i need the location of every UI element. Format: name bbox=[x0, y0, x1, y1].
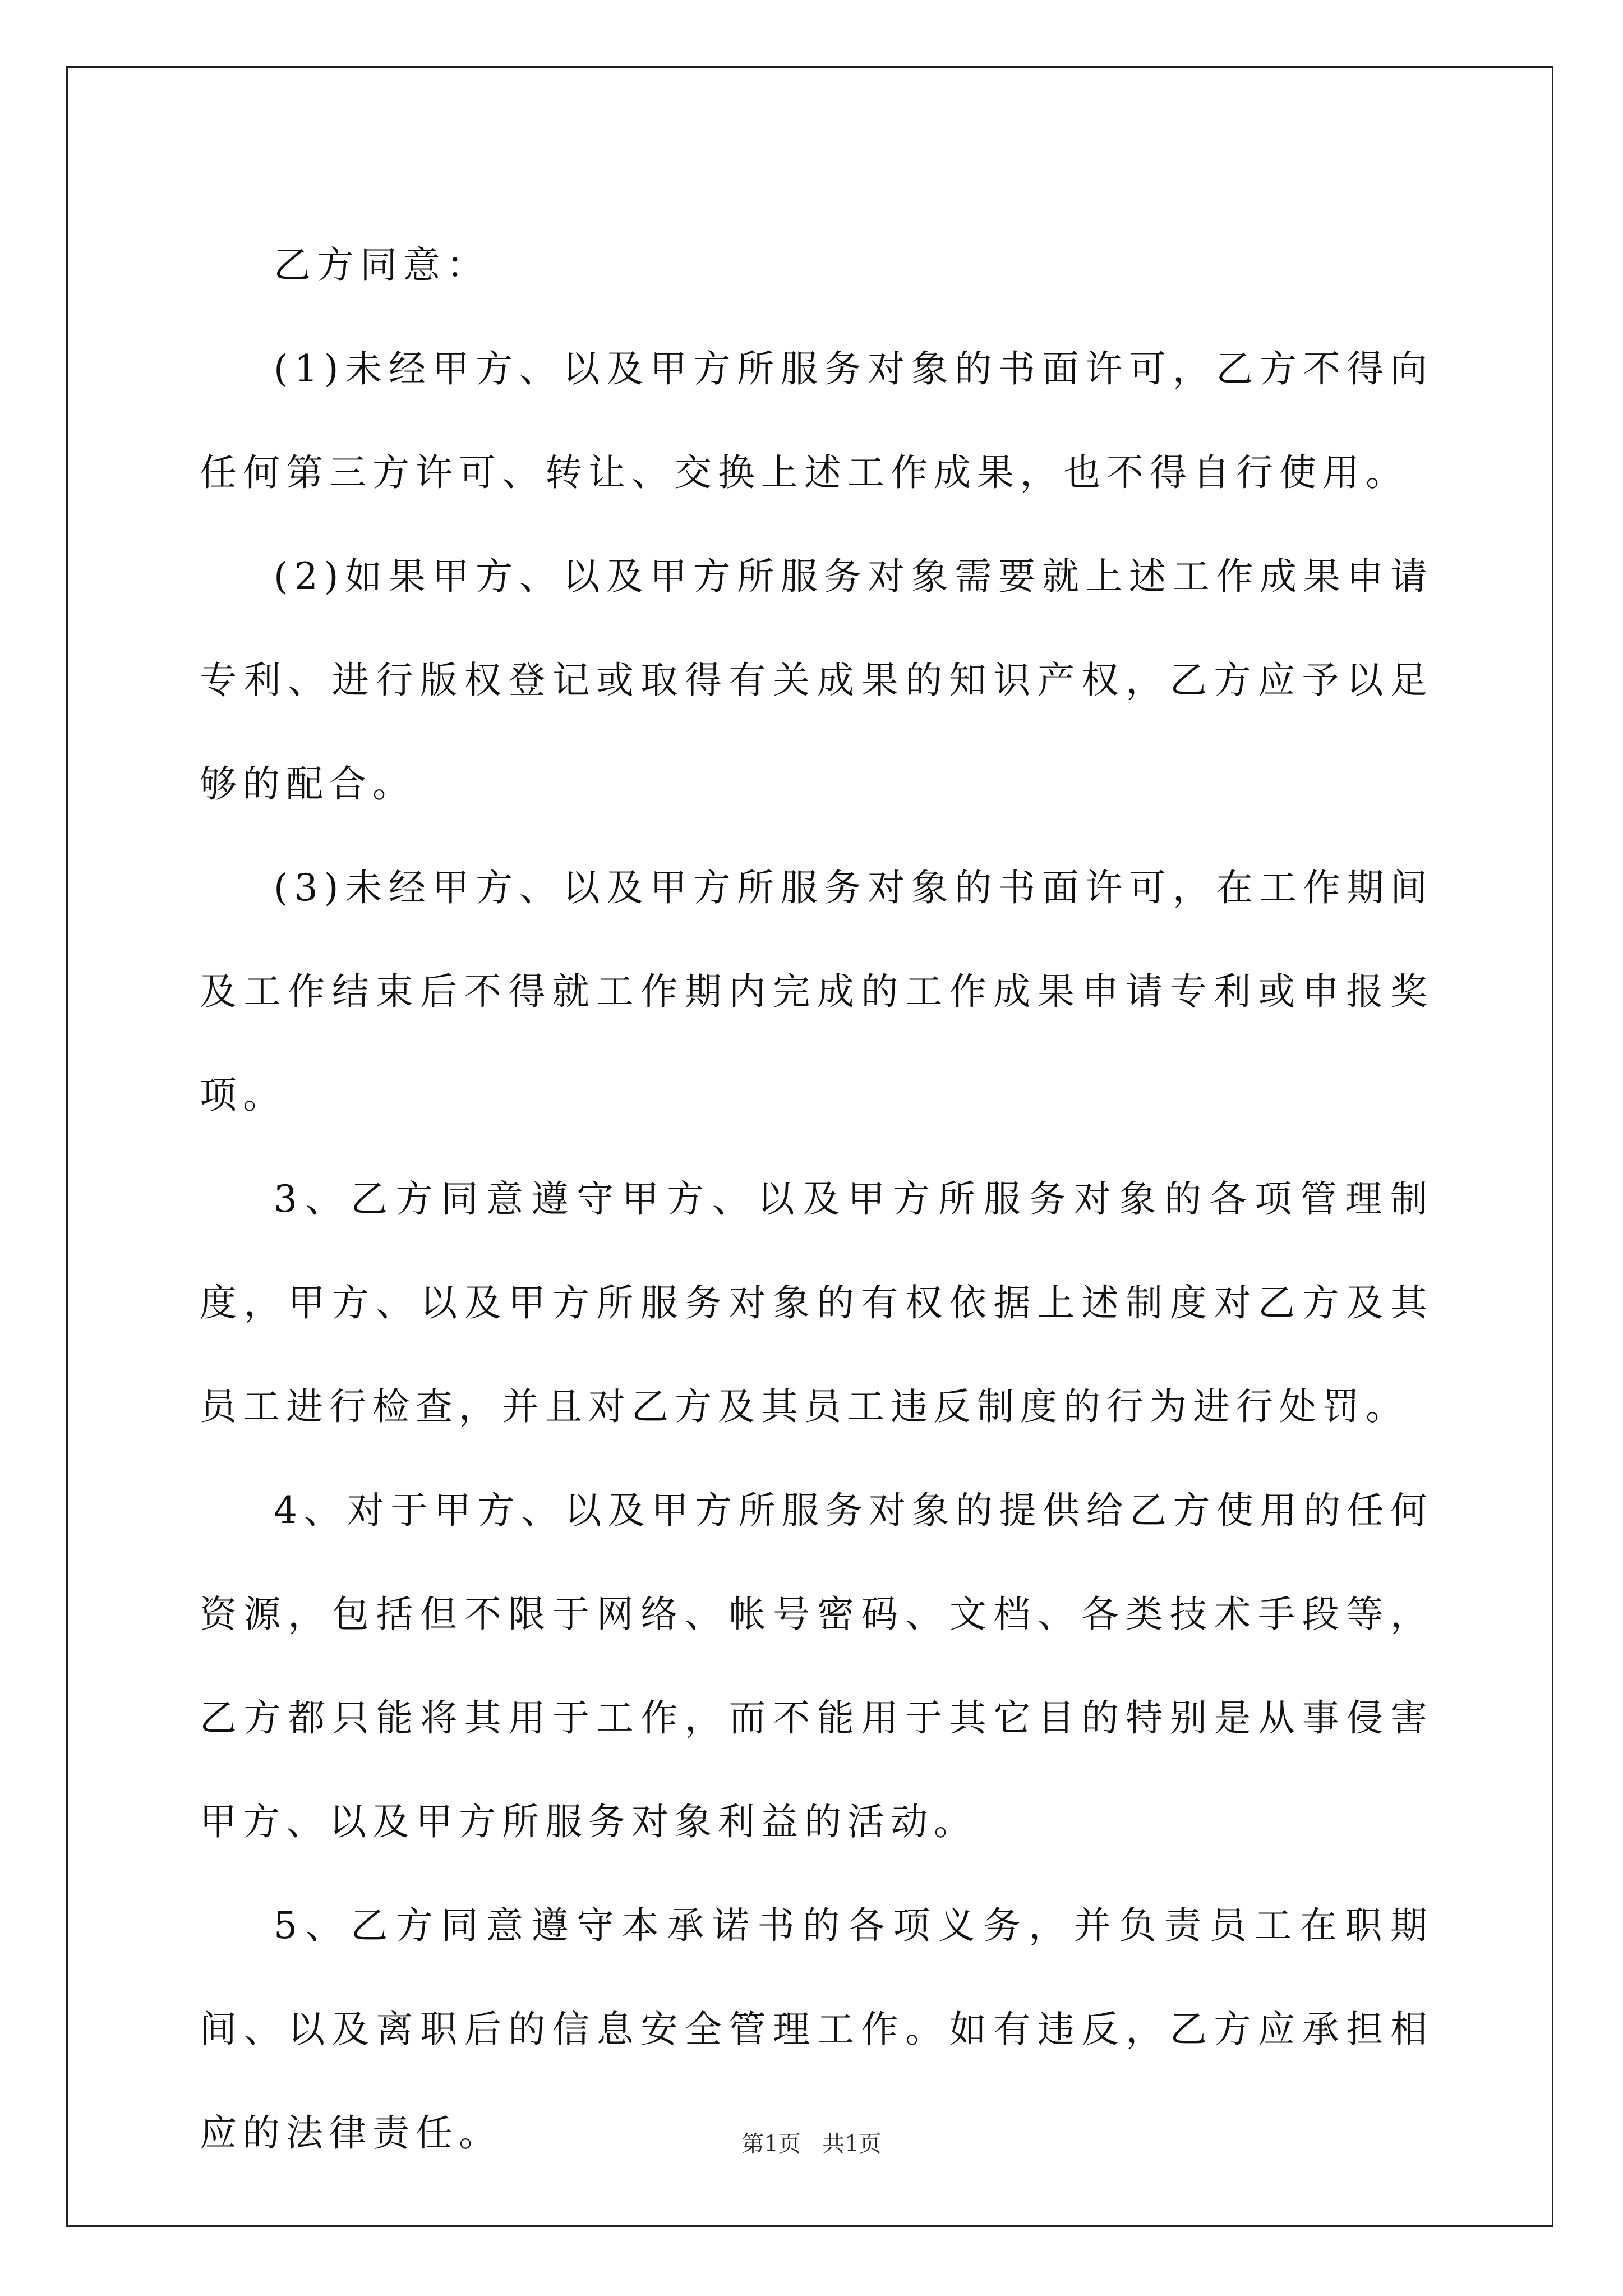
page-number: 第1页 bbox=[741, 2131, 801, 2157]
paragraph-item-5: 5、乙方同意遵守本承诺书的各项义务，并负责员工在职期间、以及离职后的信息安全管理工作。如有违反，乙方应承担相应的法律责任。 bbox=[200, 1904, 1433, 2155]
paragraph-item-4: 4、对于甲方、以及甲方所服务对象的提供给乙方使用的任何资源，包括但不限于网络、帐号密码、文档、各类技术手段等，乙方都只能将其用于工作，而不能用于其它目的特别是从事侵害甲方、以及甲方所服务对象利益的活动。 bbox=[200, 1489, 1433, 1843]
paragraph-clause-3: (3)未经甲方、以及甲方所服务对象的书面许可，在工作期间及工作结束后不得就工作期内完成的工作成果申请专利或申报奖项。 bbox=[200, 866, 1433, 1117]
page-footer bbox=[0, 2127, 1623, 2161]
page-total: 共1页 bbox=[822, 2131, 882, 2157]
paragraph-clause-2: (2)如果甲方、以及甲方所服务对象需要就上述工作成果申请专利、进行版权登记或取得有关成果的知识产权，乙方应予以足够的配合。 bbox=[200, 555, 1433, 806]
paragraph-clause-1: (1)未经甲方、以及甲方所服务对象的书面许可，乙方不得向任何第三方许可、转让、交换上述工作成果，也不得自行使用。 bbox=[200, 347, 1433, 494]
paragraph-item-3: 3、乙方同意遵守甲方、以及甲方所服务对象的各项管理制度，甲方、以及甲方所服务对象的有权依据上述制度对乙方及其员工进行检查，并且对乙方及其员工违反制度的行为进行处罚。 bbox=[200, 1177, 1433, 1428]
document-body bbox=[200, 213, 1433, 2185]
paragraph-intro: 乙方同意： bbox=[274, 243, 490, 287]
